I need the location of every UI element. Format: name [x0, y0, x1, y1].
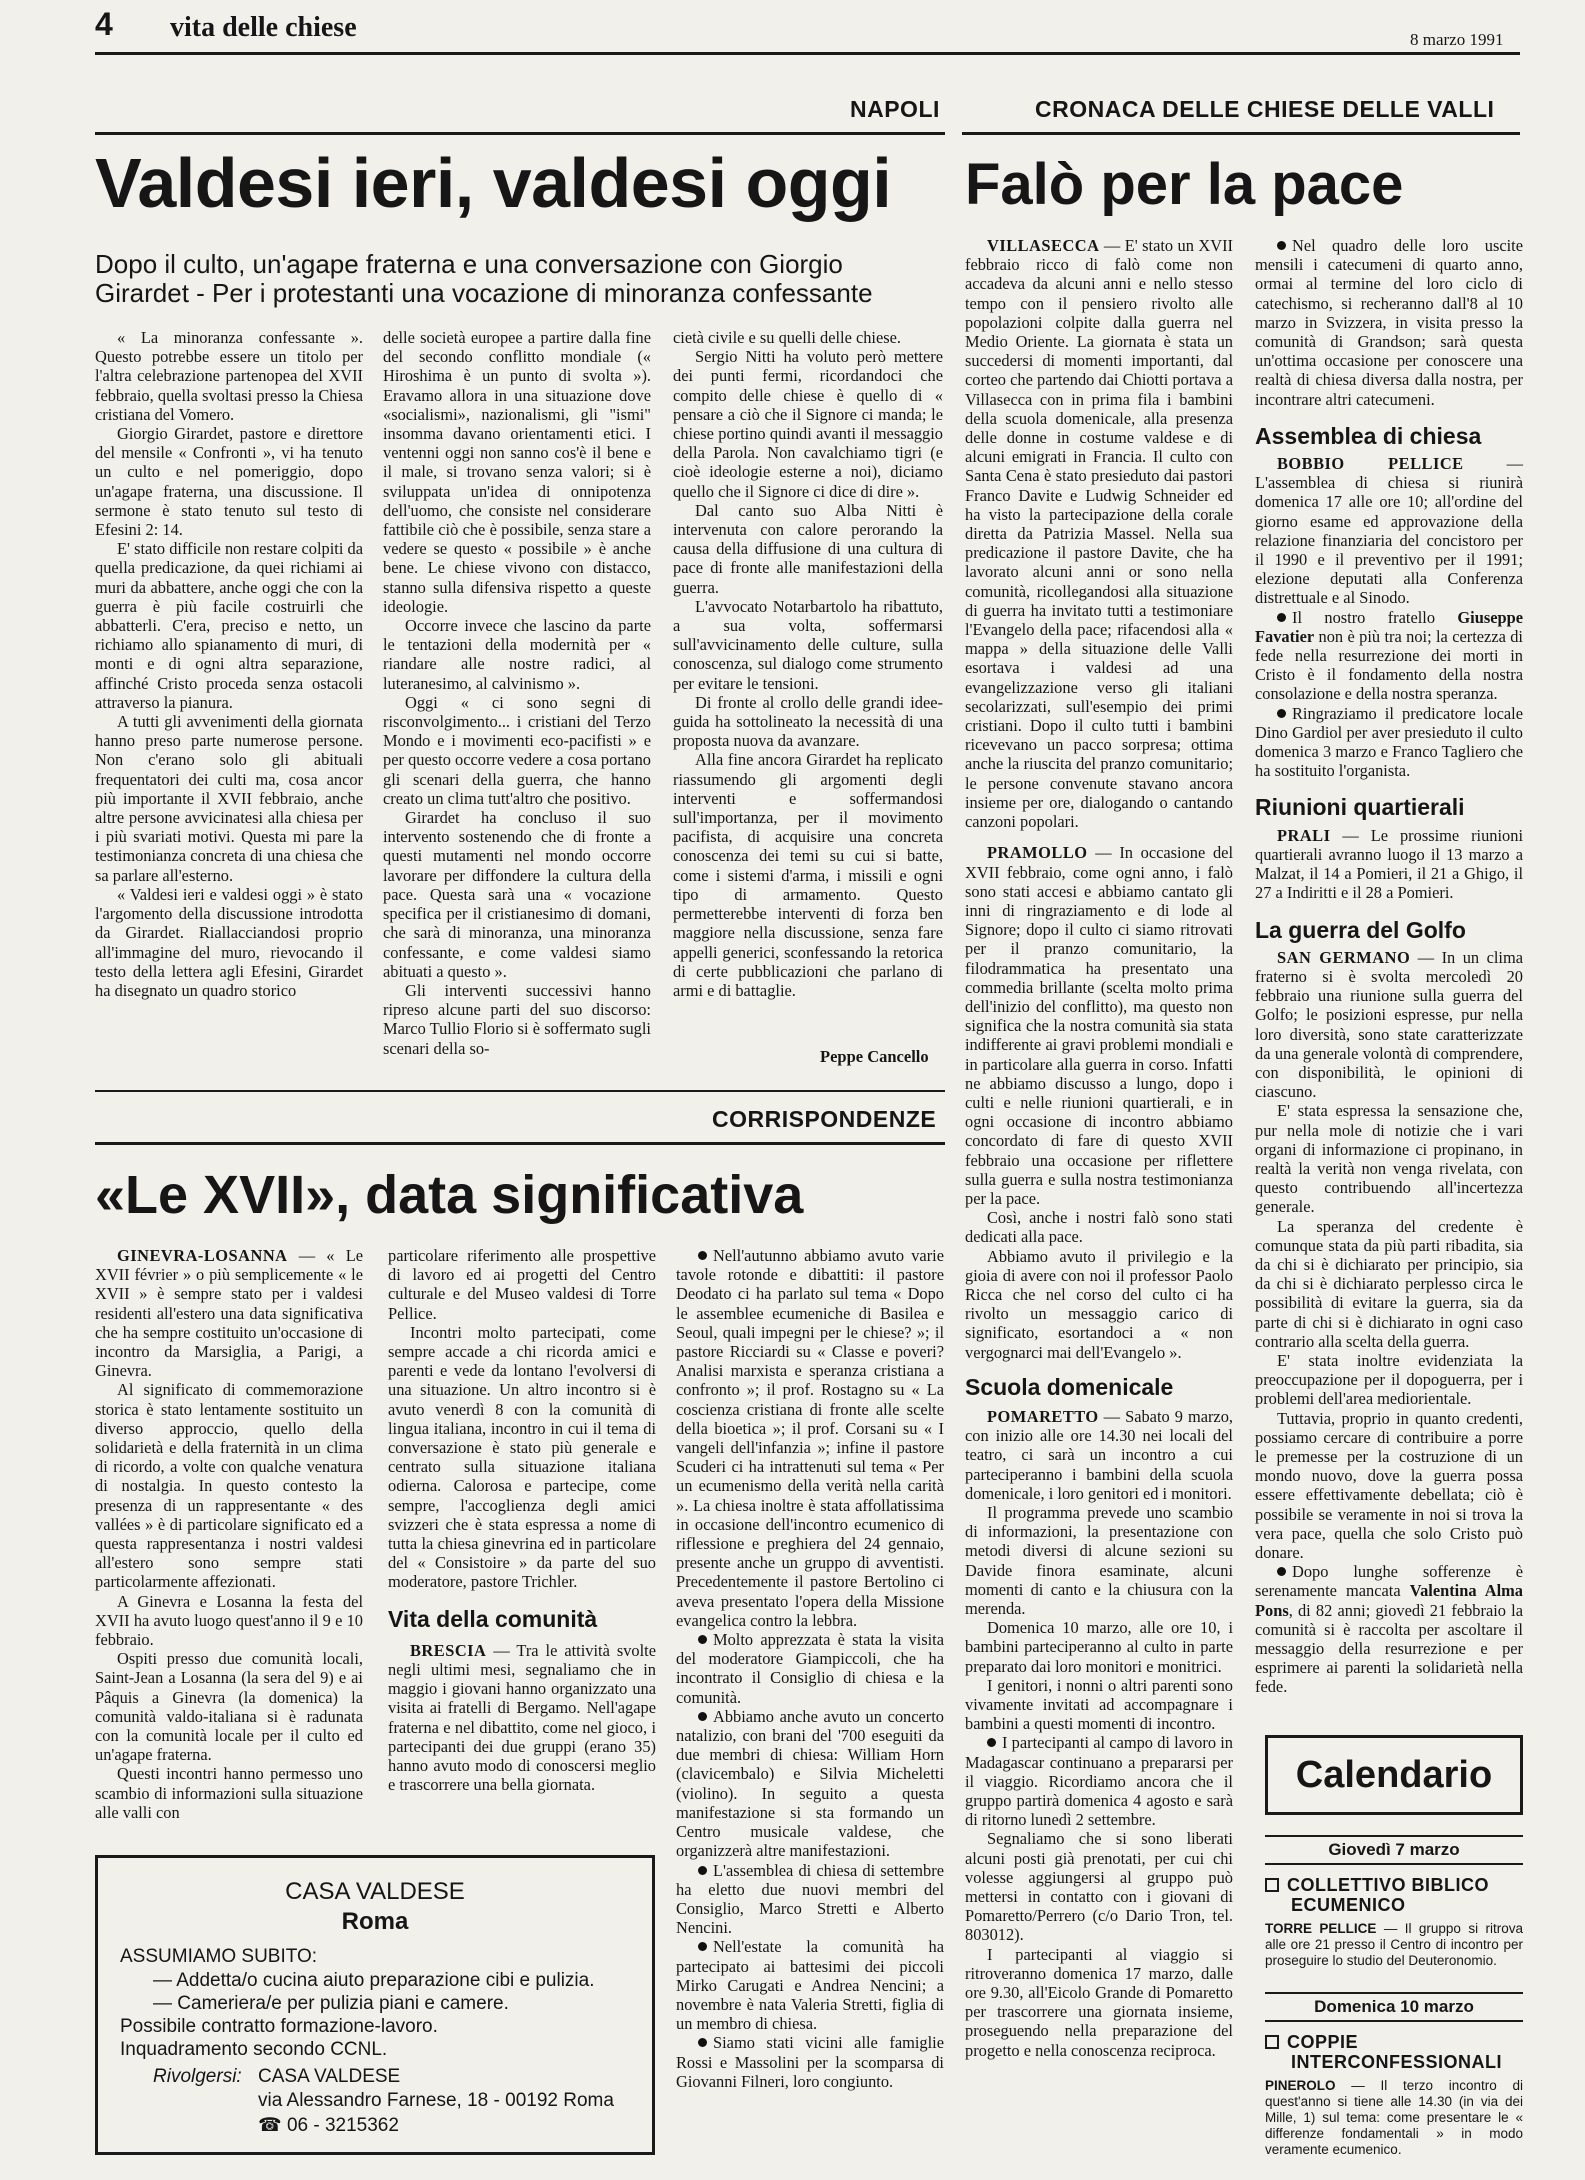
paragraph: E' stata inoltre evidenziata la preoccupazione per il dopoguerra, per i problemi dell'area mediorientale.: [1255, 1350, 1523, 1409]
napoli-column-2: [383, 328, 651, 1058]
corrispondenze-column-3: [676, 1246, 944, 2091]
paragraph: Sergio Nitti ha voluto però mettere dei punti fermi, ricordandoci che compito delle chiese è quello di « pensare a ciò che il Signore ci manda; le chiese portino quindi avanti il messaggio della Parola. Non cavalchiamo tigri (e cioè ideologie esterne a noi), diciamo quello che il Signore ci dice di dire ».: [673, 347, 943, 501]
napoli-column-3: [673, 328, 943, 1000]
dateline: PRALI: [1277, 825, 1331, 845]
bullet-icon: [698, 1942, 707, 1951]
bullet-icon: [1277, 709, 1286, 718]
paragraph: A tutti gli avvenimenti della giornata hanno preso parte numerose persone. Non c'erano solo gli abituali frequentatori dei culti ma, cosa ancor più importante il XVII febbraio, anche altre persone avvicinatesi alla chiesa per i più svariati motivi. Questa mi pare la testimonianza concreta di una chiesa che sa parlare all'esterno.: [95, 712, 363, 885]
napoli-headline: Valdesi ieri, valdesi oggi: [95, 144, 892, 222]
paragraph: POMARETTO — Sabato 9 marzo, con inizio alle ore 14.30 nei locali del teatro, ci sarà un incontro a cui parteciperanno i bambini della scuola domenicale, i loro genitori ed i monitori.: [965, 1406, 1233, 1503]
calendar-day-2: Domenica 10 marzo: [1265, 1992, 1523, 2022]
casa-valdese-ad: [95, 1855, 655, 2155]
paragraph: Oggi « ci sono segni di risconvolgimento... i cristiani del Terzo Mondo e i movimenti eco-pacifisti » e per questo occorre vedere a cosa portano gli scenari della guerra, che hanno creato un clima tutt'altro che positivo.: [383, 692, 651, 808]
paragraph: BOBBIO PELLICE — L'assemblea di chiesa si riunirà domenica 17 alle ore 10; all'ordine del giorno esame ed approvazione della relazione finanziaria del concistoro per il 1990 e il preventivo per il 1991; elezione deputati alla Conferenza distrettuale e al Sinodo.: [1255, 454, 1523, 608]
checkbox-icon: [1265, 2035, 1279, 2049]
corrispondenze-top-rule: [95, 1090, 945, 1092]
ad-contract: Possibile contratto formazione-lavoro.: [120, 2016, 438, 2037]
paragraph: Il nostro fratello Giuseppe Favatier non è più tra noi; la certezza di fede nella resurrezione dei morti in Cristo è il fondamento della nostra consolazione e della nostra speranza.: [1255, 607, 1523, 704]
vita-comunita-subheading: Vita della comunità: [388, 1605, 598, 1632]
phone-icon: ☎: [258, 2115, 282, 2136]
paragraph: La speranza del credente è comunque stata da più parti ribadita, sia da chi si è dichiarato per principio, sia da chi si è dichiarato perplesso circa le possibilità di evitare la guerra, sia da parte di chi si è dichiarato in ogni caso contrario alla scelta della guerra.: [1255, 1216, 1523, 1351]
bullet-icon: [698, 1712, 707, 1721]
paragraph: VILLASECCA — E' stato un XVII febbraio ricco di falò come non accadeva da alcuni anni e nello stesso tempo con il pensiero rivolto alle popolazioni colpite dalla guerra nel Medio Oriente. La giornata è stata un succedersi di momenti importanti, dal corteo che partendo dai Chiotti portava a Villasecca con in prima fila i bambini della scuola domenicale, alla presenza delle donne in costume valdese e di alcuni emigrati in Francia. Il culto con Santa Cena è stato presieduto dai pastori Franco Davite e Ludwig Schneider ed ha visto la partecipazione della corale diretta da Patrizia Massel. Nella sua predicazione il pastore Davite, che ha lavorato alcuni anni or sono nella comunità, ricollegandosi alla situazione di guerra ha invitato tutti a testimoniare l'Evangelo della pace; rifacendosi alla « mappa » della situazione delle Valli esortava i valdesi ad una evangelizzazione verso gli italiani secolarizzati, sull'esempio dei primi cristiani. Dopo il culto tutti i bambini ricevevano un pacco sorpresa; ottima anche la riuscita del pranzo comunitario; le persone convenute stavano ancora insieme per ore, dialogando o cantando canzoni popolari.: [965, 236, 1233, 832]
paragraph: delle società europee a partire dalla fine del secondo conflitto mondiale (« Hiroshima è un punto di svolta »). Eravamo allora in una situazione dove «socialismi», nazionalismi, gli "ismi" insomma davano orientamenti etici. I ventenni oggi non sanno cos'è il bene e il male, si trovano senza valori; si è sviluppata un'idea di onnipotenza dell'uomo, che consiste nel considerare fattibile ciò che è possibile, senza stare a vedere se questo « possibile » è anche bene. Le chiese vivono con distacco, stanno sulla difensiva rispetto a queste ideologie.: [383, 328, 651, 616]
dateline: BOBBIO PELLICE: [1277, 454, 1464, 474]
paragraph: Occorre invece che lascino da parte le tentazioni della modernità per « riandare alle nostre radici, al luteranesimo, al calvinismo ».: [383, 616, 651, 693]
ad-contact-name: CASA VALDESE: [258, 2066, 401, 2087]
paragraph: E' stata espressa la sensazione che, pur nella mole di notizie che i vari organi di informazione ci propinano, in realtà la verità non venga rivelata, con questo contribuendo all'incertezza generale.: [1255, 1101, 1523, 1217]
paragraph: Dopo lunghe sofferenze è serenamente mancata Valentina Alma Pons, di 82 anni; giovedì 21 febbraio la comunità si è raccolta per ascoltare il messaggio della resurrezione e per esprimere ai parenti la solidarietà nella fede.: [1255, 1562, 1523, 1697]
paragraph: Giorgio Girardet, pastore e direttore del mensile « Confronti », vi ha tenuto un culto e nel pomeriggio, dopo un'agape fraterna, una discussione. Il sermone è stato tenuto sul testo di Efesini 2: 14.: [95, 424, 363, 540]
ad-city: Roma: [341, 1908, 409, 1935]
ad-ccnl: Inquadramento secondo CCNL.: [120, 2039, 388, 2060]
napoli-subheadline: [95, 250, 945, 308]
dateline: PRAMOLLO: [987, 843, 1088, 863]
paragraph: Alla fine ancora Girardet ha replicato riassumendo gli argomenti degli interventi e soffermandosi sull'importanza, per il movimento pacifista, di acquisire una concreta conoscenza dei temi su cui si batte, come i sistemi d'arma, i missili e ogni tipo di armamento. Questo permetterebbe interventi di forza ben maggiore nella discussione, senza fare appelli generici, sconfessando la retorica di certe pubblicazioni che parlano di armi e di battaglie.: [673, 750, 943, 1000]
dateline: VILLASECCA: [987, 236, 1100, 255]
ad-hiring: ASSUMIAMO SUBITO:: [120, 1946, 318, 1967]
riunioni-subheading: Riunioni quartierali: [1255, 794, 1465, 821]
paragraph: PRAMOLLO — In occasione del XVII febbraio, come ogni anno, i falò sono stati accesi e abbiamo cantato gli inni di ringraziamento e di lode al Signore; dopo il culto ci siamo ritrovati per il pranzo comunitario, la filodrammatica ha presentato una commedia brillante (scelta molto prima dell'inizio del conflitto), ma questo non significa che la nostra comunità sia stata indifferente ai gravi problemi mondiali e in particolare alla guerra in corso. Infatti ne abbiamo discusso a lungo, dopo i culti e nelle riunioni quartierali, e in ogni occasione di incontro abbiamo concordato di fare di questo XVII febbraio una occasione per riflettere sulla guerra e sulla nostra testimonianza per la pace.: [965, 843, 1233, 1208]
cronaca-headline: Falò per la pace: [965, 152, 1404, 217]
paragraph: Tuttavia, proprio in quanto credenti, possiamo cercare di contribuire a porre le premesse per la costruzione di un mondo nuovo, dove la guerra possa essere effettivamente debellata; ciò è possibile se veramente in noi si trova la vera pace, quella che solo Cristo può donare.: [1255, 1408, 1523, 1562]
ad-contact-label: Rivolgersi:: [153, 2066, 242, 2087]
corrispondenze-column-1: [95, 1246, 363, 1822]
paragraph: I genitori, i nonni o altri parenti sono vivamente invitati ad accompagnare i bambini a questi momenti di incontro.: [965, 1675, 1233, 1734]
paragraph: Ospiti presso due comunità locali, Saint-Jean a Losanna (la sera del 9) e ai Pâquis a Ginevra (la domenica) la comunità valdo-italiana si è radunata con la comunità locale per il culto ed un'agape fraterna.: [95, 1649, 363, 1765]
event-2-text: PINEROLO — Il terzo incontro di quest'anno si tiene alle 14.30 (in via dei Mille, 1) sul tema: come presentare le « differenze fondamentali » in modo veramente ecumenico.: [1265, 2078, 1523, 2157]
corrispondenze-headline: «Le XVII», data significativa: [95, 1165, 804, 1225]
paragraph: cietà civile e su quelli delle chiese.: [673, 328, 902, 347]
paragraph: Nell'estate la comunità ha partecipato ai battesimi dei piccoli Mirko Carugati e Andrea Nencini; a novembre è nata Valeria Stretti, figlia di un membro di chiesa.: [676, 1937, 944, 2034]
calendario-box: [1265, 1735, 1523, 2175]
event-1-text: TORRE PELLICE — Il gruppo si ritrova alle ore 21 presso il Centro di incontro per proseguire lo studio del Deuteronomio.: [1265, 1921, 1523, 1968]
ad-phone: 06 - 3215362: [286, 2115, 399, 2136]
paragraph: Incontri molto partecipati, come sempre accade a chi ricorda amici e parenti e vede da lontano l'evolversi di una situazione. Un altro incontro si è avuto venerdì 8 con la comunità di lingua italiana, incontro in cui il tema di conversazione è stato più generale e centrato sulla situazione italiana odierna. Calorosa e partecipe, come sempre, l'accoglienza degli amici svizzeri che è stata espressa a nome di tutta la chiesa ginevrina ed in particolare del « Consistoire » da parte del suo moderatore, pastore Trichler.: [388, 1322, 656, 1592]
dateline: POMARETTO: [987, 1406, 1099, 1426]
cronaca-column-1: [965, 236, 1233, 2060]
issue-date: 8 marzo 1991: [1410, 30, 1504, 49]
ad-address: via Alessandro Farnese, 18 - 00192 Roma: [258, 2090, 614, 2111]
paragraph: L'avvocato Notarbartolo ha ribattuto, a sua volta, soffermarsi sull'avvicinamento delle culture, sulla conoscenza, sul dialogo come strumento per evitare le tensioni.: [673, 596, 943, 693]
paragraph: Il programma prevede uno scambio di informazioni, la presentazione con metodi diversi di alcune sezioni su Davide finora esaminate, alcuni momenti di canto e la chiusura con la merenda.: [965, 1503, 1233, 1619]
calendar-event-2: [1265, 2032, 1523, 2158]
bullet-icon: [1277, 613, 1286, 622]
section-label-corrispondenze: CORRISPONDENZE: [712, 1106, 937, 1132]
cronaca-column-2: [1255, 236, 1523, 1697]
bullet-icon: [1277, 1567, 1286, 1576]
paragraph: Nell'autunno abbiamo avuto varie tavole rotonde e dibattiti: il pastore Deodato ci ha parlato sul tema « Dopo le assemblee ecumeniche di Basilea e Seoul, quali impegni per le chiese? »; il pastore Ricciardi su « Classe e poveri? Analisi marxista e speranza cristiana a confronto »; il prof. Rostagno su « La coscienza cristiana di fronte alle scelte della bioetica »; il prof. Corsani su « I vangeli dell'infanzia »; infine il pastore Scuderi ci ha intrattenuti sul tema « Per un ecumenismo della verità nella carità ». La chiesa inoltre è stata affollatissima in occasione dell'incontro ecumenico di riflessione e preghiera del 24 gennaio, presente anche un gruppo di avventisti. Precedentemente il pastore Bertolino ci aveva presentato l'opera della Missione evangelica contro la lebbra.: [676, 1246, 944, 1630]
paragraph: Segnaliamo che si sono liberati alcuni posti già prenotati, per cui chi volesse aggiungersi al gruppo può mettersi in contatto con i giovani di Pomaretto/Perrero (c/o Dario Tron, tel. 803012).: [965, 1829, 1233, 1945]
paragraph: Siamo stati vicini alle famiglie Rossi e Massolini per la scomparsa di Giovanni Filneri, loro congiunto.: [676, 2033, 944, 2091]
golfo-subheading: La guerra del Golfo: [1255, 916, 1466, 943]
masthead-rule: [95, 52, 1520, 55]
paragraph: BRESCIA — Tra le attività svolte negli ultimi mesi, segnaliamo che in maggio i giovani hanno organizzato una visita ai fratelli di Bergamo. Nell'agape fraterna e nel dibattito, come nel gioco, i partecipanti dei due gruppi (erano 35) hanno avuto modo di conoscersi meglio e trascorrere una bella giornata.: [388, 1640, 656, 1795]
napoli-author: Peppe Cancello: [820, 1047, 929, 1066]
paragraph: Abbiamo anche avuto un concerto natalizio, con brani del '700 eseguiti da due membri di chiesa: William Horn (clavicembalo) e Silvia Micheletti (violino). In seguito a questa manifestazione si sta formando un Centro musicale valdese, che organizzerà altre manifestazioni.: [676, 1706, 944, 1861]
calendar-day-1: Giovedì 7 marzo: [1265, 1835, 1523, 1865]
paragraph: « La minoranza confessante ». Questo potrebbe essere un titolo per l'altra celebrazione partenopea del XVII febbraio, quella svoltasi presso la Chiesa cristiana del Vomero.: [95, 328, 363, 424]
paragraph: Al significato di commemorazione storica è stato lentamente sostituito un diverso approccio, quello della solidarietà e della fraternità in un clima di ricordo, a volte con qualche venatura di nostalgia. In questo contesto la presenza di un rappresentante « des vallées » è di particolare significato ed a questa rappresentanza i nostri valdesi all'estero sono sempre stati particolarmente affezionati.: [95, 1380, 363, 1592]
calendar-event-1: [1265, 1875, 1523, 1969]
bullet-icon: [698, 1251, 707, 1260]
paragraph: Dal canto suo Alba Nitti è intervenuta con calore perorando la causa della diffusione di una cultura di pace di fronte alle manifestazioni della guerra.: [673, 500, 943, 597]
dateline: BRESCIA: [410, 1640, 487, 1660]
napoli-column-1: [95, 328, 363, 1000]
ad-job-1: — Addetta/o cucina aiuto preparazione cibi e pulizia.: [153, 1970, 595, 1991]
paragraph: I partecipanti al campo di lavoro in Madagascar continuano a prepararsi per il viaggio. Ricordiamo ancora che il gruppo partirà domenica 4 agosto e sarà di ritorno lunedì 2 settembre.: [965, 1733, 1233, 1830]
paragraph: E' stato difficile non restare colpiti da quella predicazione, da quei richiami ai muri da abbattere, anche oggi che con la guerra è più facile costruirli che abbatterli. C'era, preciso e netto, un richiamo allo spianamento di muri, di monti e di ogni altra separazione, affinché Cristo proceda senza ostacoli attraverso la pianura.: [95, 539, 363, 712]
dateline: SAN GERMANO: [1277, 947, 1411, 967]
scuola-domenicale-subheading: Scuola domenicale: [965, 1373, 1174, 1400]
bullet-icon: [987, 1738, 996, 1747]
bullet-icon: [698, 2038, 707, 2047]
paragraph: A Ginevra e Losanna la festa del XVII ha avuto luogo quest'anno il 9 e 10 febbraio.: [95, 1591, 363, 1650]
paragraph: PRALI — Le prossime riunioni quartierali avranno luogo il 13 marzo a Malzat, il 14 a Pomieri, il 21 a Ghigo, il 27 a Indiritti e il 28 a Pomieri.: [1255, 825, 1523, 903]
ad-phone-line: [258, 2114, 399, 2137]
napoli-subhead-line-2: Girardet - Per i protestanti una vocazione di minoranza confessante: [95, 278, 873, 308]
paragraph: Abbiamo avuto il privilegio e la gioia di avere con noi il professor Paolo Ricca che nel corso del culto ci ha rivolto un messaggio carico di significato, esortandoci a « non vergognarci mai dell'Evangelo ».: [965, 1246, 1233, 1362]
paragraph: GINEVRA-LOSANNA — « Le XVII février » o più semplicemente « le XVII » è sempre stato per i valdesi residenti all'estero una data significativa che ha sempre costituito un'occasione di incontro da Marsiglia, a Parigi, a Ginevra.: [95, 1246, 363, 1381]
paragraph: Gli interventi successivi hanno ripreso alcune parti del suo discorso: Marco Tullio Florio si è soffermato sugli scenari della so-: [383, 980, 651, 1058]
napoli-subhead-line-1: Dopo il culto, un'agape fraterna e una conversazione con Giorgio: [95, 249, 843, 279]
cronaca-section-rule: [962, 132, 1520, 135]
paragraph: SAN GERMANO — In un clima fraterno si è svolta mercoledì 20 febbraio una riunione sulla guerra del Golfo; le posizioni espresse, pur nella loro diversità, sono state caratterizzate da una generale volontà di comprendere, con disponibilità, le opinioni di ciascuno.: [1255, 947, 1523, 1102]
dateline: GINEVRA-LOSANNA: [117, 1246, 288, 1265]
bullet-icon: [1277, 241, 1286, 250]
paragraph: particolare riferimento alle prospettive di lavoro ed ai progetti del Centro culturale e del Museo valdesi di Torre Pellice.: [388, 1246, 656, 1323]
paragraph: Di fronte al crollo delle grandi idee-guida ha sottolineato la necessità di una proposta nuova da avanzare.: [673, 692, 943, 751]
checkbox-icon: [1265, 1878, 1279, 1892]
page-number: 4: [95, 6, 113, 42]
event-1-title: COLLETTIVO BIBLICO ECUMENICO: [1265, 1875, 1523, 1915]
ad-job-2: — Cameriera/e per pulizia piani e camere.: [153, 1993, 509, 2014]
ad-name: CASA VALDESE: [285, 1878, 465, 1905]
paragraph: L'assemblea di chiesa di settembre ha eletto due nuovi membri del Consiglio, Marco Stretti e Alberto Nencini.: [676, 1860, 944, 1938]
calendario-title: Calendario: [1265, 1735, 1523, 1815]
paragraph: Così, anche i nostri falò sono stati dedicati alla pace.: [965, 1208, 1233, 1247]
paragraph: Ringraziamo il predicatore locale Dino Gardiol per aver presieduto il culto domenica 3 marzo e Franco Tagliero che ha sostituito l'organista.: [1255, 703, 1523, 781]
bullet-icon: [698, 1866, 707, 1875]
corrispondenze-column-2: [388, 1246, 656, 1794]
section-label-cronaca: CRONACA DELLE CHIESE DELLE VALLI: [1035, 96, 1495, 122]
assemblea-subheading: Assemblea di chiesa: [1255, 422, 1482, 449]
napoli-section-rule: [95, 132, 945, 135]
section-label-napoli: NAPOLI: [850, 96, 940, 122]
bullet-icon: [698, 1635, 707, 1644]
paragraph: « Valdesi ieri e valdesi oggi » è stato l'argomento della discussione introdotta da Girardet. Riallacciandosi proprio all'immagine del muro, rievocando il testo della lettera agli Efesini, Girardet ha disegnato un quadro storico: [95, 884, 363, 1000]
event-2-title: COPPIE INTERCONFESSIONALI: [1265, 2032, 1523, 2072]
paragraph: Domenica 10 marzo, alle ore 10, i bambini parteciperanno al culto in parte preparato dai loro monitori e monitrici.: [965, 1618, 1233, 1676]
paragraph: Girardet ha concluso il suo intervento sostenendo che di fronte a questi mutamenti nel mondo occorre lavorare per diffondere la cultura della pace. Questa sarà una « vocazione specifica per il cristianesimo di domani, che sarà di minoranza, una minoranza confessante, e come valdesi siamo abituati a questo ».: [383, 808, 651, 981]
paragraph: I partecipanti al viaggio si ritroveranno domenica 17 marzo, dalle ore 9.30, all'Eicolo Grande di Pomaretto per trascorrere una giornata insieme, proseguendo nella preparazione del progetto e nella conoscenza reciproca.: [965, 1944, 1233, 2060]
paragraph: Questi incontri hanno permesso uno scambio di informazioni sulla situazione alle valli con: [95, 1764, 363, 1822]
newspaper-title: vita delle chiese: [170, 12, 357, 43]
paragraph: Nel quadro delle loro uscite mensili i catecumeni di quarto anno, ormai al termine del loro ciclo di catechismo, si recheranno dall'8 al 10 marzo in Svizzera, in visita presso la comunità di Grandson; sarà questa un'ottima occasione per conoscere una realtà di chiesa diversa dalla nostra, per incontrare altri catecumeni.: [1255, 236, 1523, 409]
corrispondenze-section-rule: [95, 1142, 945, 1145]
paragraph: Molto apprezzata è stata la visita del moderatore Giampiccoli, che ha incontrato il Consiglio di chiesa e la comunità.: [676, 1630, 944, 1707]
